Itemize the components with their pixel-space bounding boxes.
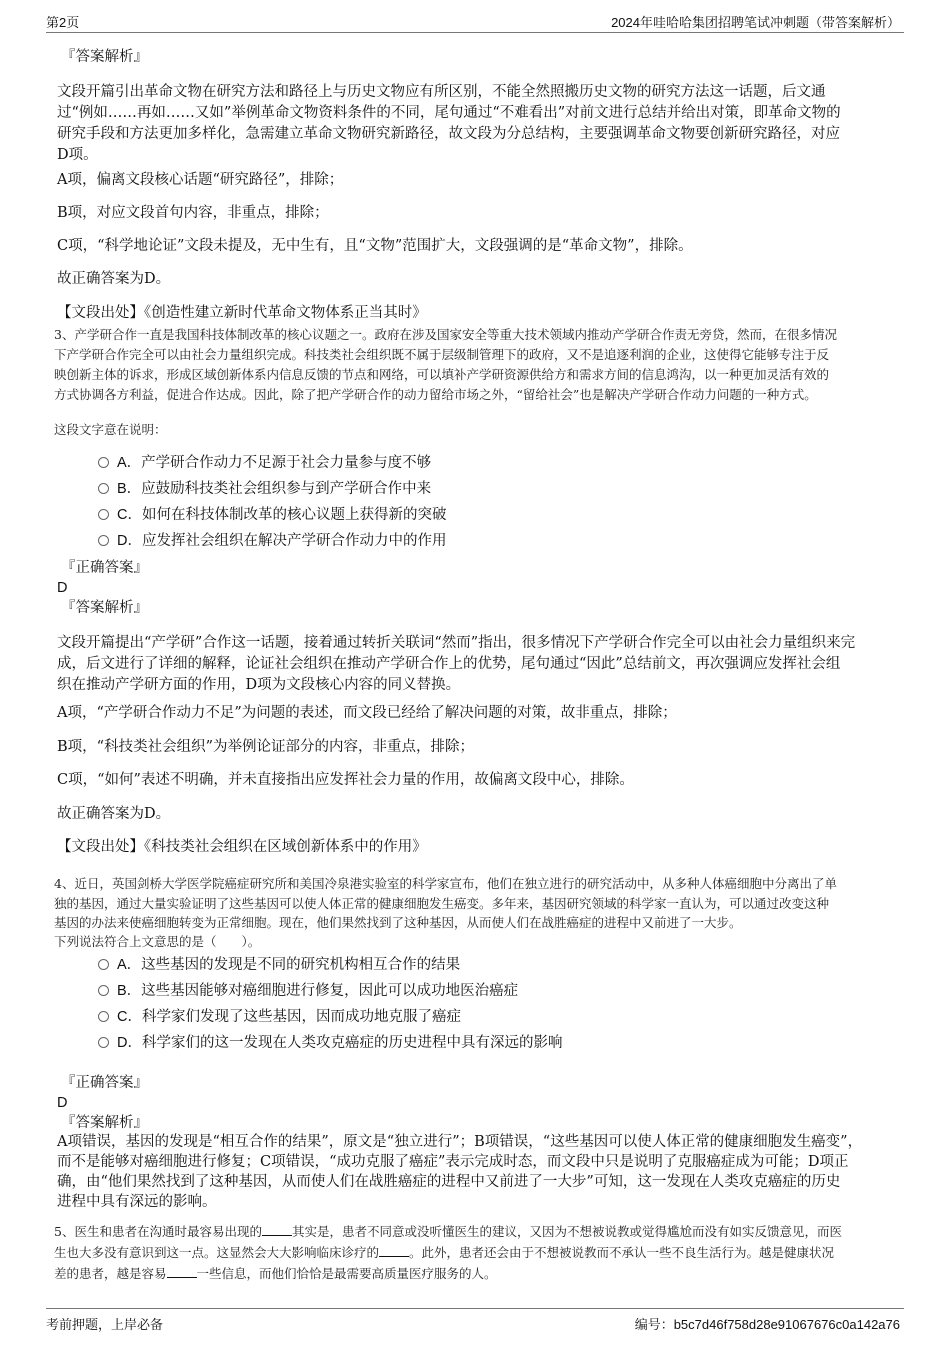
q3-answer-heading: 『正确答案』	[61, 560, 148, 576]
q2-analysis-line: 文段开篇引出革命文物在研究方法和路径上与历史文物应有所区别，不能全然照搬历史文物的研究方法这一话题，后文通	[57, 84, 826, 100]
q3-question: 这段文字意在说明：	[54, 422, 167, 437]
q3-option-b[interactable]: B．应鼓励科技类社会组织参与到产学研合作中来	[98, 479, 431, 499]
q3-option-d[interactable]: D．应发挥社会组织在解决产学研合作动力中的作用	[98, 531, 446, 551]
q3-conclusion: 故正确答案为D。	[57, 806, 171, 822]
radio-button[interactable]	[98, 985, 109, 996]
blank-underline	[379, 1244, 409, 1257]
q3-stem-line: 映创新主体的诉求，形成区域创新体系内信息反馈的节点和网络，可以填补产学研资源供给方和需求方间的信息鸿沟，以一种更加灵活有效的	[54, 367, 830, 382]
q4-analysis-line: 而不是能够对癌细胞进行修复；C项错误，“成功克服了癌症”表示完成时态，而文段中只是说明了克服癌症成为可能；D项正	[57, 1154, 849, 1170]
page-footer	[46, 1308, 904, 1331]
document-code: 编号：b5c7d46f758d28e91067676c0a142a76	[634, 1317, 900, 1332]
q2-conclusion: 故正确答案为D。	[57, 271, 171, 287]
q4-analysis-heading: 『答案解析』	[61, 1115, 148, 1131]
q3-analysis-line: 文段开篇提出“产学研”合作这一话题，接着通过转折关联词“然而”指出，很多情况下产学研合作完全可以由社会力量组织来完	[57, 635, 856, 651]
q3-analysis-line: 织在推动产学研方面的作用，D项为文段核心内容的同义替换。	[57, 677, 461, 693]
q4-answer-heading: 『正确答案』	[61, 1075, 148, 1091]
radio-button[interactable]	[98, 509, 109, 520]
q3-stem-line: 下产学研合作完全可以由社会力量组织完成。科技类社会组织既不属于层级制管理下的政府，又不是追逐利润的企业，这使得它能够专注于反	[54, 347, 830, 362]
q4-option-d[interactable]: D．科学家们的这一发现在人类攻克癌症的历史进程中具有深远的影响	[98, 1033, 562, 1053]
q3-source: 【文段出处】《科技类社会组织在区域创新体系中的作用》	[57, 839, 427, 855]
q3-option-c[interactable]: C．如何在科技体制改革的核心议题上获得新的突破	[98, 505, 446, 525]
blank-underline	[262, 1223, 292, 1236]
q4-stem-line: 4、近日，英国剑桥大学医学院癌症研究所和美国冷泉港实验室的科学家宣布，他们在独立进行的研究活动中，从多种人体癌细胞中分离出了单	[54, 876, 837, 891]
q2-analysis-heading: 『答案解析』	[61, 49, 148, 65]
radio-button[interactable]	[98, 959, 109, 970]
q5-stem-line: 5、医生和患者在沟通时最容易出现的 其实是，患者不同意或没听懂医生的建议，又因为不想被说教或觉得尴尬而没有如实反馈意见，而医	[54, 1224, 842, 1239]
q3-analysis-heading: 『答案解析』	[61, 600, 148, 616]
q4-analysis-line: 进程中具有深远的影响。	[57, 1194, 217, 1210]
q4-analysis-line: 确，由“他们果然找到了这种基因，从而使人们在战胜癌症的进程中又前进了一大步”可知，这一发现在人类攻克癌症的历史	[57, 1174, 841, 1190]
q4-question: 下列说法符合上文意思的是（ ）。	[54, 934, 261, 949]
page-number: 第2页	[46, 15, 80, 30]
q2-option-note: B项，对应文段首句内容，非重点，排除；	[57, 205, 329, 221]
q3-option-note: B项，“科技类社会组织”为举例论证部分的内容，非重点，排除；	[57, 739, 474, 755]
q2-analysis-line: 研究手段和方法更加多样化，急需建立革命文物研究新路径，故文段为分总结构，主要强调革命文物要创新研究路径，对应	[57, 126, 840, 142]
radio-button[interactable]	[98, 535, 109, 546]
q3-analysis-line: 成，后文进行了详细的解释，论证社会组织在推动产学研合作上的优势，尾句通过“因此”总结前文，再次强调应发挥社会组	[57, 656, 841, 672]
q3-option-note: C项，“如何”表述不明确，并未直接指出应发挥社会力量的作用，故偏离文段中心，排除。	[57, 772, 634, 788]
q4-stem-line: 基因的办法来使癌细胞转变为正常细胞。现在，他们果然找到了这种基因，从而使人们在战胜癌症的进程中又前进了一大步。	[54, 915, 742, 930]
q2-analysis-line: D项。	[57, 147, 98, 163]
q4-analysis-line: A项错误，基因的发现是“相互合作的结果”，原文是“独立进行”；B项错误，“这些基因可以使人体正常的健康细胞发生癌变”，	[57, 1134, 863, 1150]
q4-option-c[interactable]: C．科学家们发现了这些基因，因而成功地克服了癌症	[98, 1007, 461, 1027]
q4-answer: D	[57, 1095, 68, 1111]
radio-button[interactable]	[98, 483, 109, 494]
q2-option-note: C项，“科学地论证”文段未提及，无中生有，且“文物”范围扩大，文段强调的是“革命文物”，排除。	[57, 238, 693, 254]
q3-stem-line: 方式协调各方利益，促进合作达成。因此，除了把产学研合作的动力留给市场之外，“留给社会”也是解决产学研合作动力问题的一种方式。	[54, 387, 817, 402]
document-title: 2024年哇哈哈集团招聘笔试冲刺题（带答案解析）	[611, 15, 900, 30]
q3-option-note: A项，“产学研合作动力不足”为问题的表述，而文段已经给了解决问题的对策，故非重点，排除；	[57, 705, 677, 721]
radio-button[interactable]	[98, 1011, 109, 1022]
q2-analysis-line: 过“例如……再如……又如”举例革命文物资料条件的不同，尾句通过“不难看出”对前文进行总结并给出对策，即革命文物的	[57, 105, 841, 121]
q3-answer: D	[57, 580, 68, 596]
q4-option-b[interactable]: B．这些基因能够对癌细胞进行修复，因此可以成功地医治癌症	[98, 981, 518, 1001]
q4-stem-line: 独的基因，通过大量实验证明了这些基因可以使人体正常的健康细胞发生癌变。多年来，基因研究领域的科学家一直认为，可以通过改变这种	[54, 896, 830, 911]
q5-stem-line: 差的患者，越是容易 一些信息，而他们恰恰是最需要高质量医疗服务的人。	[54, 1266, 497, 1281]
q2-source: 【文段出处】《创造性建立新时代革命文物体系正当其时》	[57, 305, 427, 321]
radio-button[interactable]	[98, 457, 109, 468]
blank-underline	[167, 1265, 197, 1278]
q3-stem-line: 3、产学研合作一直是我国科技体制改革的核心议题之一。政府在涉及国家安全等重大技术领域内推动产学研合作责无旁贷，然而，在很多情况	[54, 327, 837, 342]
radio-button[interactable]	[98, 1037, 109, 1048]
q3-option-a[interactable]: A．产学研合作动力不足源于社会力量参与度不够	[98, 453, 431, 473]
q2-option-note: A项，偏离文段核心话题“研究路径”，排除；	[57, 172, 344, 188]
q4-option-a[interactable]: A．这些基因的发现是不同的研究机构相互合作的结果	[98, 955, 460, 975]
page-header	[46, 10, 904, 33]
q5-stem-line: 生也大多没有意识到这一点。这显然会大大影响临床诊疗的 。此外，患者还会由于不想被说教而不承认一些不良生活行为。越是健康状况	[54, 1245, 835, 1260]
footer-slogan: 考前押题，上岸必备	[46, 1317, 164, 1332]
